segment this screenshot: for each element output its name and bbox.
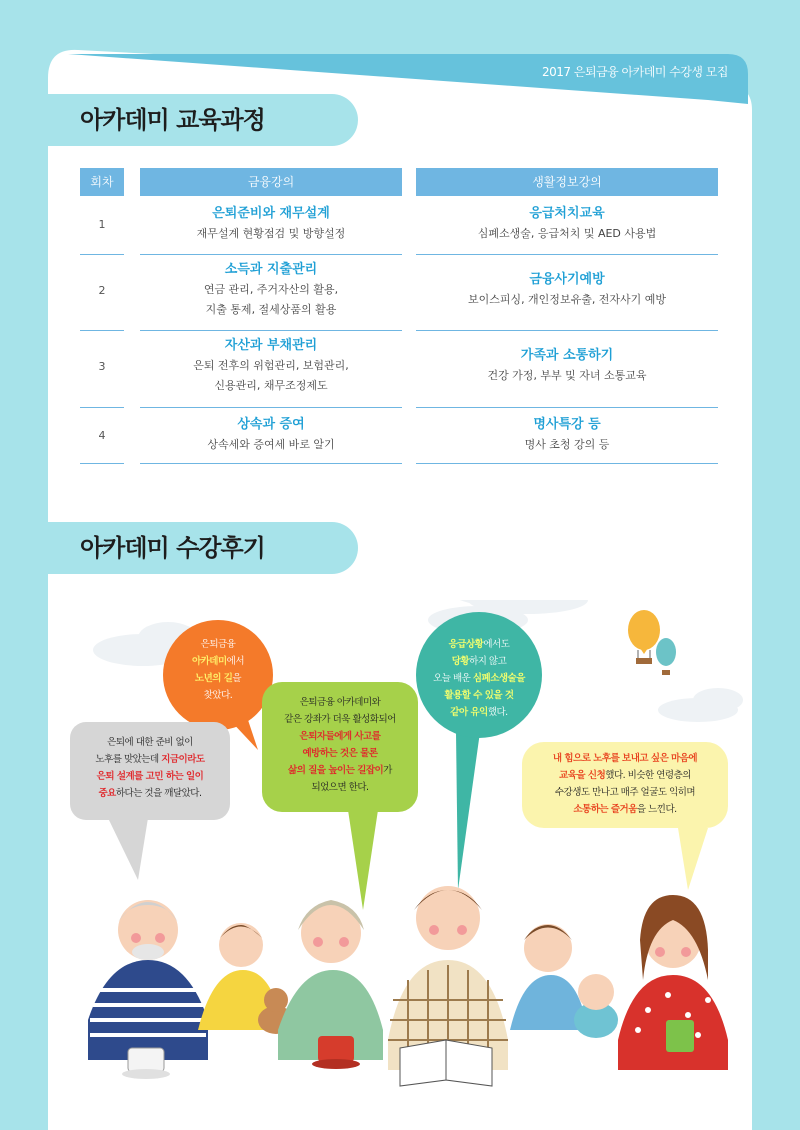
reviews-title: 아카데미 수강후기 — [48, 522, 358, 574]
review-highlight: 삶의 질을 높이는 길잡이 — [288, 765, 384, 776]
review-text: 하지 않고 — [469, 656, 507, 667]
frame-top — [0, 0, 800, 48]
life-cell — [416, 346, 718, 386]
header-round: 회차 — [80, 168, 124, 196]
table-row — [80, 413, 718, 463]
table-row — [80, 260, 718, 330]
finance-cell — [140, 260, 402, 320]
review-line — [163, 653, 273, 670]
row-divider — [140, 463, 402, 464]
review-text: 했다. — [487, 707, 508, 718]
review-highlight: 아카데미 — [191, 656, 227, 667]
review-text: 노후를 맞았는데 — [95, 754, 162, 765]
book-icon — [400, 1040, 492, 1086]
life-cell — [416, 415, 718, 455]
life-cell — [416, 270, 718, 310]
review-line — [70, 751, 230, 768]
review-highlight: 응급상황 — [448, 639, 484, 650]
row-divider — [80, 254, 124, 255]
review-text: 하다는 것을 깨달았다. — [115, 788, 202, 799]
finance-course-title: 소득과 지출관리 — [224, 262, 318, 277]
review-text: 은퇴금융 — [200, 639, 236, 650]
review-text: 을 느낀다. — [636, 804, 677, 815]
review-line — [262, 762, 418, 779]
review-line — [70, 785, 230, 802]
life-cell — [416, 204, 718, 244]
row-divider — [140, 330, 402, 331]
review-text: 을 — [232, 673, 242, 684]
review-line — [416, 636, 542, 653]
family-illustration — [48, 600, 752, 1130]
frame-right — [752, 0, 800, 1130]
review-highlight: 당황 — [451, 656, 470, 667]
balloon-icon — [628, 610, 676, 675]
life-course-title: 응급처치교육 — [529, 206, 605, 221]
review-bubble-orange — [163, 620, 273, 730]
review-highlight: 심폐소생술을 — [472, 673, 525, 684]
review-line — [416, 670, 542, 687]
review-text: 같은 강좌가 더욱 활성화되어 — [284, 714, 396, 725]
review-text: 되었으면 한다. — [311, 782, 369, 793]
header-life: 생활정보강의 — [416, 168, 718, 196]
review-text: 오늘 배운 — [433, 673, 473, 684]
life-course-title: 금융사기예방 — [529, 272, 605, 287]
finance-course-desc: 은퇴 전후의 위험관리, 보험관리, — [193, 359, 349, 372]
finance-cell — [140, 415, 402, 455]
life-course-desc: 건강 가정, 부부 및 자녀 소통교육 — [487, 369, 647, 382]
review-highlight: 내 힘으로 노후를 보내고 싶은 마음에 — [552, 753, 698, 764]
finance-course-desc: 연금 관리, 주거자산의 활용, — [203, 283, 339, 296]
finance-cell — [140, 204, 402, 244]
review-text: 가 — [383, 765, 392, 776]
review-text: 했다. 비슷한 연령층의 — [605, 770, 691, 781]
review-text: 은퇴금융 아카데미와 — [299, 697, 381, 708]
bubble-tail — [108, 818, 148, 880]
review-highlight: 소통하는 즐거움 — [573, 804, 637, 815]
review-highlight: 활용할 수 있을 것 — [444, 690, 514, 701]
finance-course-desc: 상속세와 증여세 바로 알기 — [207, 438, 335, 451]
finance-course-desc: 신용관리, 채무조정제도 — [214, 379, 328, 392]
review-highlight: 교육을 신청 — [559, 770, 606, 781]
finance-course-title: 상속과 증여 — [237, 417, 305, 432]
life-course-title: 명사특강 등 — [533, 417, 601, 432]
review-highlight: 예방하는 것은 물론 — [302, 748, 378, 759]
row-divider — [140, 407, 402, 408]
header-finance: 금융강의 — [140, 168, 402, 196]
finance-course-desc: 지출 통제, 절세상품의 활용 — [205, 303, 337, 316]
table-row — [80, 202, 718, 254]
curriculum-title: 아카데미 교육과정 — [48, 94, 358, 146]
review-highlight: 같아 유익 — [450, 707, 488, 718]
row-divider — [416, 330, 718, 331]
review-highlight: 지금이라도 — [161, 754, 205, 765]
review-highlight: 노년의 길 — [194, 673, 233, 684]
life-course-title: 가족과 소통하기 — [520, 348, 614, 363]
ribbon-text: 2017 은퇴금융 아카데미 수강생 모집 — [542, 65, 728, 79]
finance-cell — [140, 336, 402, 396]
row-number: 2 — [98, 284, 106, 297]
row-divider — [416, 407, 718, 408]
review-bubble-gray — [70, 722, 230, 820]
review-line — [416, 653, 542, 670]
review-text: 은퇴에 대한 준비 없이 — [107, 737, 193, 748]
bubble-tail — [678, 828, 708, 890]
life-course-desc: 보이스피싱, 개인정보유출, 전자사기 예방 — [467, 293, 667, 306]
row-number: 4 — [98, 429, 106, 442]
frame-left — [0, 0, 48, 1130]
finance-course-title: 자산과 부채관리 — [224, 338, 318, 353]
row-divider — [416, 254, 718, 255]
row-divider — [80, 330, 124, 331]
row-divider — [80, 407, 124, 408]
finance-course-desc: 재무설계 현황점검 및 방향설정 — [196, 227, 346, 240]
bubble-tail — [456, 732, 480, 890]
review-text: 에서 — [226, 656, 245, 667]
review-text: 수강생도 만나고 매주 얼굴도 익히며 — [554, 787, 696, 798]
grandpa-figure — [88, 900, 208, 1060]
review-bubble-yellow — [522, 742, 728, 828]
row-number: 1 — [98, 218, 106, 231]
review-text: 에서도 — [483, 639, 510, 650]
cup-icon — [666, 1020, 694, 1052]
review-text: 찾았다. — [203, 690, 233, 701]
row-divider — [80, 463, 124, 464]
review-bubble-teal — [416, 612, 542, 738]
finance-course-title: 은퇴준비와 재무설계 — [212, 206, 330, 221]
life-course-desc: 명사 초청 강의 등 — [524, 438, 610, 451]
review-line — [163, 670, 273, 687]
review-line — [416, 704, 542, 721]
cup-icon — [122, 1048, 170, 1079]
review-highlight: 은퇴자들에게 사고를 — [299, 731, 381, 742]
cup-icon — [312, 1036, 360, 1069]
row-divider — [416, 463, 718, 464]
review-line — [522, 801, 728, 818]
bubble-tail — [348, 810, 378, 910]
life-course-desc: 심폐소생술, 응급처치 및 AED 사용법 — [477, 227, 657, 240]
review-highlight: 은퇴 설계를 고민 하는 일이 — [96, 771, 204, 782]
review-highlight: 중요 — [98, 788, 116, 799]
row-number: 3 — [98, 360, 106, 373]
row-divider — [140, 254, 402, 255]
table-row — [80, 336, 718, 406]
review-line — [522, 767, 728, 784]
review-bubble-green — [262, 682, 418, 812]
